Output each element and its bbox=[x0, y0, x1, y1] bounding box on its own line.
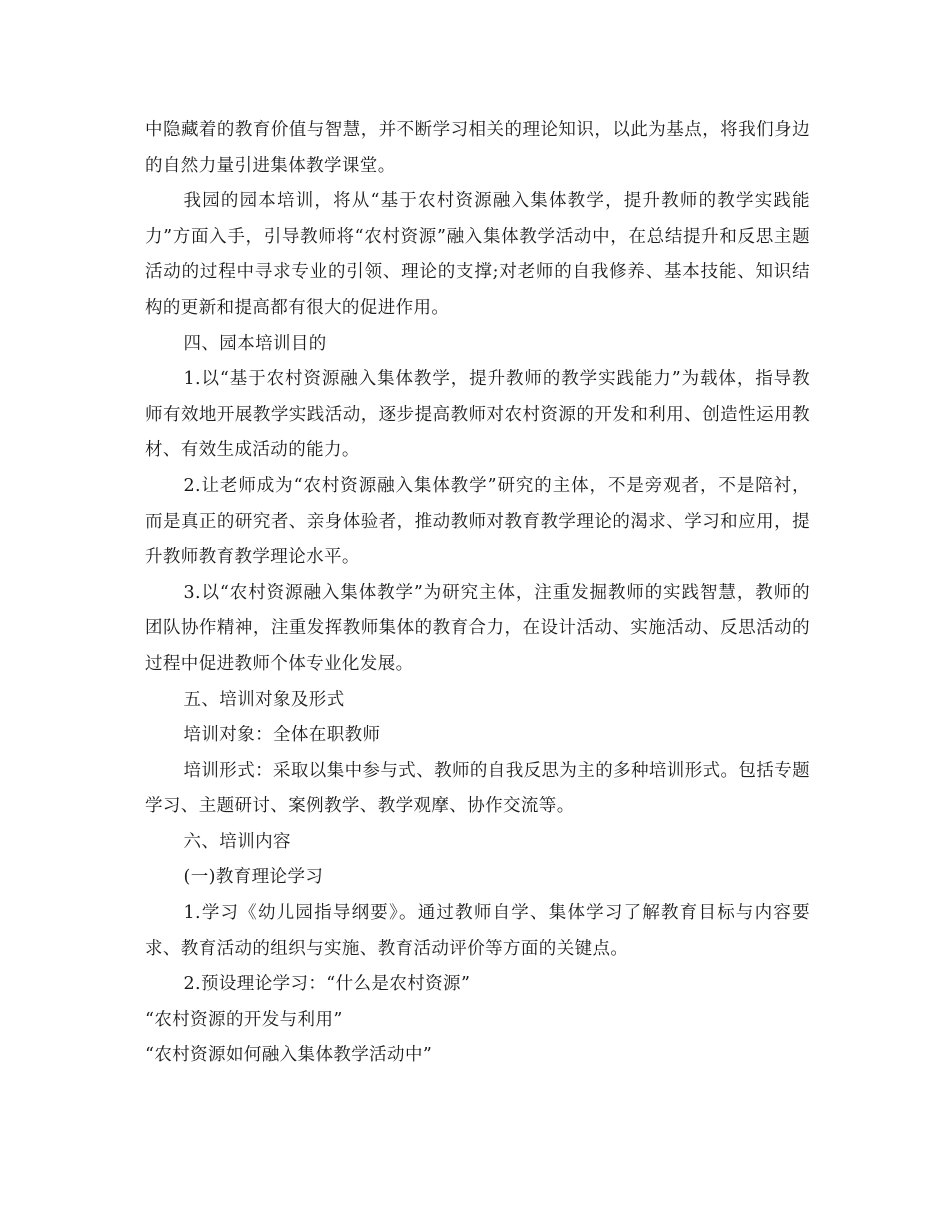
section-heading: 六、培训内容 bbox=[183, 831, 291, 852]
quoted-topic: “农村资源如何融入集体教学活动中” bbox=[145, 1045, 433, 1066]
section-heading: 五、培训对象及形式 bbox=[183, 689, 345, 710]
paragraph: 1.学习《幼儿园指导纲要》。通过教师自学、集体学习了解教育目标与内容要求、教育活动的组织与实施、教育活动评价等方面的关键点。 bbox=[145, 903, 810, 959]
paragraph: 我园的园本培训，将从“基于农村资源融入集体教学，提升教师的教学实践能力”方面入手，引导教师将“农村资源”融入集体教学活动中，在总结提升和反思主题活动的过程中寻求专业的引领、理论的支撑;对老师的自我修养、基本技能、知识结构的更新和提高都有很大的促进作用。 bbox=[145, 191, 810, 318]
quoted-topic: “农村资源的开发与利用” bbox=[145, 1009, 343, 1030]
paragraph: 培训对象：全体在职教师 bbox=[183, 725, 381, 746]
document-body bbox=[145, 113, 810, 1074]
paragraph: 2.预设理论学习：“什么是农村资源” bbox=[183, 974, 471, 995]
section-heading: 四、园本培训目的 bbox=[183, 333, 327, 354]
paragraph: 2.让老师成为“农村资源融入集体教学”研究的主体，不是旁观者，不是陪衬，而是真正的研究者、亲身体验者，推动教师对教育教学理论的渴求、学习和应用，提升教师教育教学理论水平。 bbox=[145, 475, 810, 568]
paragraph: 中隐藏着的教育价值与智慧，并不断学习相关的理论知识，以此为基点，将我们身边的自然力量引进集体教学课堂。 bbox=[145, 120, 810, 176]
paragraph: 1.以“基于农村资源融入集体教学，提升教师的教学实践能力”为载体，指导教师有效地开展教学实践活动，逐步提高教师对农村资源的开发和利用、创造性运用教材、有效生成活动的能力。 bbox=[145, 369, 810, 461]
subsection-heading: (一)教育理论学习 bbox=[183, 867, 324, 888]
paragraph: 培训形式：采取以集中参与式、教师的自我反思为主的多种培训形式。包括专题学习、主题研讨、案例教学、教学观摩、协作交流等。 bbox=[145, 760, 810, 817]
paragraph: 3.以“农村资源融入集体教学”为研究主体，注重发掘教师的实践智慧，教师的团队协作精神，注重发挥教师集体的教育合力，在设计活动、实施活动、反思活动的过程中促进教师个体专业化发展。 bbox=[145, 582, 810, 674]
